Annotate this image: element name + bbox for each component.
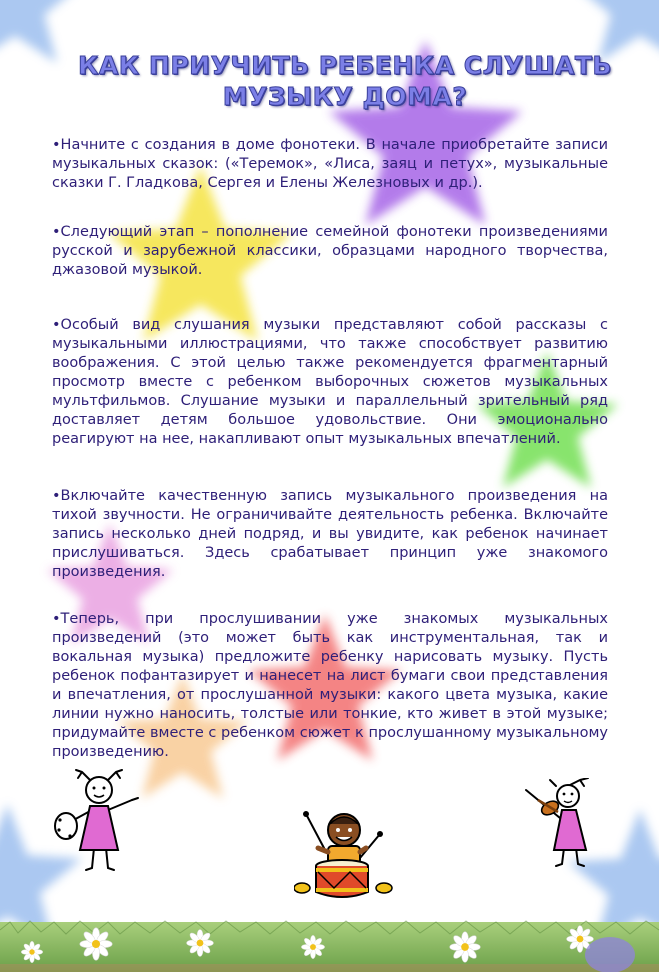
paragraph-draw-music: •Теперь, при прослушивании уже знакомых музыкальных произведений (это может быть как инструментальная, так и вокальная музыка) предложите ребенку нарисовать музыку. Пусть ребенок пофантазирует и нанесет на лист бумаги свои представления и впечатления, от прослушанной музыки: какого цвета музыка, какие линии нужно наносить, толстые или тонкие, кто живет в этой музыке; придумайте вместе с ребенком сюжет к прослушанному музыкальному произведению. (52, 611, 608, 760)
paragraph-phonoteka: •Начните с создания в доме фонотеки. В начале приобретайте записи музыкальных сказок: («Теремок», «Лиса, заяц и петух», музыкальные сказки Г. Гладкова, Сергея и Елены Железновых и др.). (52, 137, 608, 191)
paragraph-quiet-recording: •Включайте качественную запись музыкального произведения на тихой звучности. Не ограничивайте деятельность ребенка. Включайте запись несколько дней подряд, и вы увидите, как ребенок начинает прислушиваться. Здесь срабатывает принцип уже знакомого произведения. (52, 488, 608, 580)
title-line-1: КАК ПРИУЧИТЬ РЕБЕНКА СЛУШАТЬ (78, 51, 612, 80)
title-line-2: МУЗЫКУ ДОМА? (222, 82, 468, 111)
article-body (52, 136, 608, 792)
page-title (60, 50, 630, 112)
girl-tambourine-illustration (52, 768, 142, 880)
paragraph-illustrations: •Особый вид слушания музыки представляют собой рассказы с музыкальными иллюстрациями, что также способствует развитию воображения. С этой целью также рекомендуется фрагментарный просмотр вместе с ребенком выборочных сюжетов музыкальных мультфильмов. Слушание музыки и параллельный зрительный ряд доставляет детям большое удовольствие. Они эмоционально реагируют на нее, накапливают опыт музыкальных впечатлений. (52, 317, 608, 447)
girl-violin-illustration (524, 778, 606, 870)
boy-drum-illustration (294, 808, 394, 904)
flower-pot (585, 937, 635, 972)
paragraph-classics: •Следующий этап – пополнение семейной фонотеки произведениями русской и зарубежной классики, образцами народного творчества, джазовой музыкой. (52, 224, 608, 278)
